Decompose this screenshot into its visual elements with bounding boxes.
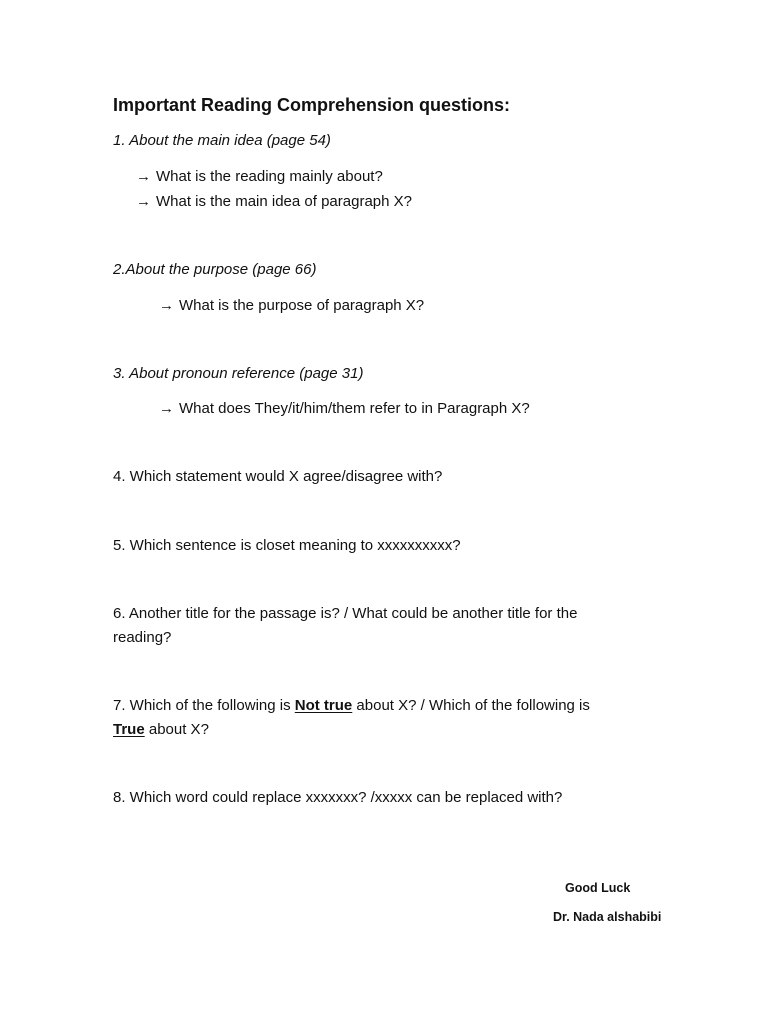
- section-6-line-2: reading?: [113, 629, 172, 646]
- section-1-heading: 1. About the main idea (page 54): [113, 132, 331, 149]
- section-6-line-1: 6. Another title for the passage is? / What could be another title for the: [113, 605, 578, 622]
- section-7-mid: about X? / Which of the following is: [352, 697, 590, 714]
- section-7-suffix: about X?: [144, 721, 209, 738]
- question-text: What is the main idea of paragraph X?: [156, 193, 412, 210]
- section-2-heading: 2.About the purpose (page 66): [113, 261, 317, 278]
- signature-author: Dr. Nada alshabibi: [553, 910, 662, 924]
- section-3-question-1: [159, 399, 530, 419]
- question-text: What is the reading mainly about?: [156, 168, 383, 185]
- section-2-question-1: [159, 296, 424, 316]
- signature-greeting: Good Luck: [565, 881, 631, 895]
- section-7-line-1: [113, 696, 590, 716]
- question-text: What is the purpose of paragraph X?: [179, 297, 425, 314]
- document-title: Important Reading Comprehension questions:: [113, 95, 511, 115]
- section-4-text: 4. Which statement would X agree/disagree with?: [113, 468, 443, 485]
- section-3-heading: 3. About pronoun reference (page 31): [113, 365, 364, 382]
- section-5-text: 5. Which sentence is closet meaning to xxxxxxxxxx?: [113, 537, 461, 554]
- section-7-line-2: [113, 720, 209, 740]
- not-true-emphasis: Not true: [294, 697, 353, 714]
- arrow-right-icon: →: [159, 400, 174, 417]
- section-1-question-1: [136, 167, 383, 187]
- true-emphasis: True: [113, 721, 145, 738]
- section-1-question-2: [136, 192, 412, 212]
- arrow-right-icon: →: [136, 168, 151, 185]
- section-7-prefix: 7. Which of the following is: [113, 697, 295, 714]
- arrow-right-icon: →: [136, 193, 151, 210]
- question-text: What does They/it/him/them refer to in Paragraph X?: [179, 400, 530, 417]
- section-8-text: 8. Which word could replace xxxxxxx? /xxxxx can be replaced with?: [113, 789, 563, 806]
- arrow-right-icon: →: [159, 297, 174, 314]
